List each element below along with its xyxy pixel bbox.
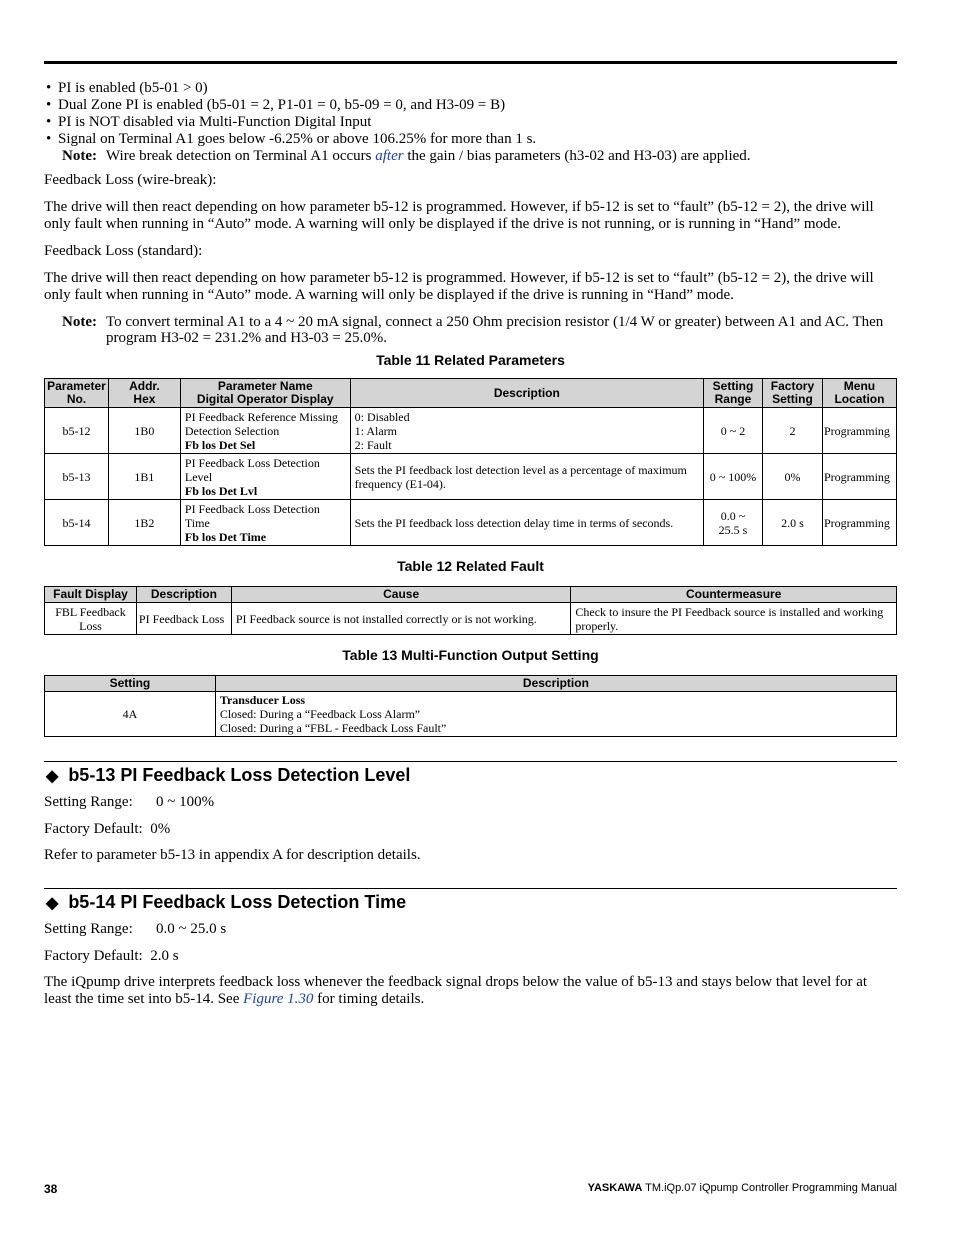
header-description: Description: [350, 379, 703, 408]
header-description: Description: [136, 587, 231, 603]
figure-link[interactable]: Figure 1.30: [243, 991, 314, 1007]
table-row: b5-12 1B0 PI Feedback Reference Missing Detection Selection Fb los Det Sel 0: Disabled 1: Alarm 2: Fault 0 ~ 2 2 Programming: [45, 408, 897, 454]
table12-caption: Table 12 Related Fault: [397, 558, 544, 574]
table11-caption: Table 11 Related Parameters: [376, 352, 565, 368]
header-name: Parameter Name Digital Operator Display: [180, 379, 350, 408]
section-title: b5-14 PI Feedback Loss Detection Time: [68, 892, 407, 912]
header-setting: Setting: [45, 676, 216, 692]
note-text-after: the gain / bias parameters (h3-02 and H3-03) are applied.: [403, 148, 751, 164]
page-footer: [44, 1182, 897, 1196]
header-parameter: Parameter No.: [45, 379, 109, 408]
top-rule: [44, 61, 897, 64]
diamond-icon: ◆: [46, 894, 59, 912]
page-content: [44, 80, 897, 1008]
header-range: Setting Range: [704, 379, 763, 408]
condition-list: [44, 80, 897, 148]
feedback-wire-heading: Feedback Loss (wire-break):: [44, 172, 217, 188]
header-fault: Fault Display: [45, 587, 137, 603]
section-divider: [44, 761, 897, 762]
setting-range: Setting Range: 0.0 ~ 25.0 s: [44, 921, 227, 937]
list-item: • Dual Zone PI is enabled (b5-01 = 2, P1-01 = 0, b5-09 = 0, and H3-09 = B): [44, 97, 897, 114]
table13-caption: Table 13 Multi-Function Output Setting: [342, 647, 599, 663]
list-item: • PI is enabled (b5-01 > 0): [44, 80, 897, 97]
table-row: FBL Feedback Loss PI Feedback Loss PI Feedback source is not installed correctly or is not working. Check to insure the PI Feedback source is installed and working properly.: [45, 603, 897, 635]
section-divider: [44, 888, 897, 889]
section-text: The iQpump drive interprets feedback loss whenever the feedback signal drops below the value of b5-13 and stays below that level for at least the time set into b5-14. See Figure 1.30 for timing details.: [44, 974, 868, 1007]
list-item: • PI is NOT disabled via Multi-Function Digital Input: [44, 114, 897, 131]
table-header-row: [45, 379, 897, 408]
feedback-std-text: The drive will then react depending on how parameter b5-12 is programmed. However, if b5-12 is set to “fault” (b5-12 = 2), the drive will only fault when running in “Auto” mode. A warning will only be displayed if the drive is running in “Hand” mode.: [44, 270, 874, 303]
header-cause: Cause: [231, 587, 571, 603]
manual-title: YASKAWA TM.iQp.07 iQpump Controller Programming Manual: [587, 1182, 897, 1194]
multi-function-output-table: [44, 675, 897, 737]
table-row: b5-13 1B1 PI Feedback Loss Detection Level Fb los Det Lvl Sets the PI feedback lost detection level as a percentage of maximum frequency (E1-04). 0 ~ 100% 0% Programming: [45, 454, 897, 500]
note-wire-break: [44, 148, 897, 165]
factory-default: Factory Default: 0%: [44, 821, 171, 837]
diamond-icon: ◆: [46, 767, 59, 785]
note-text: To convert terminal A1 to a 4 ~ 20 mA signal, connect a 250 Ohm precision resistor (1/4 W or greater) between A1 and AC. Then program H3-02 = 231.2% and H3-03 = 25.0%.: [106, 314, 884, 346]
feedback-std-heading: Feedback Loss (standard):: [44, 243, 203, 259]
section-heading-b5-13: [44, 765, 897, 786]
feedback-wire-text: The drive will then react depending on how parameter b5-12 is programmed. However, if b5-12 is set to “fault” (b5-12 = 2), the drive will only fault when running in “Auto” mode. A warning will only be displayed if the drive is not running, or is running in “Hand” mode.: [44, 199, 874, 232]
table-row: 4A Transducer Loss Closed: During a “Feedback Loss Alarm” Closed: During a “FBL - Feedback Loss Fault”: [45, 692, 897, 737]
related-fault-table: [44, 586, 897, 635]
list-item: • Signal on Terminal A1 goes below -6.25% or above 106.25% for more than 1 s.: [44, 131, 897, 148]
section-text: Refer to parameter b5-13 in appendix A for description details.: [44, 847, 421, 863]
header-addr: Addr. Hex: [108, 379, 180, 408]
note-label: Note:: [62, 148, 97, 164]
setting-range: Setting Range: 0 ~ 100%: [44, 794, 215, 810]
page-number: 38: [44, 1182, 58, 1196]
section-heading-b5-14: [44, 892, 897, 913]
note-conversion: [44, 314, 897, 346]
note-label: Note:: [62, 314, 97, 330]
header-countermeasure: Countermeasure: [571, 587, 897, 603]
table-header-row: [45, 676, 897, 692]
related-parameters-table: [44, 378, 897, 546]
header-description: Description: [215, 676, 896, 692]
header-menu: Menu Location: [822, 379, 896, 408]
table-row: b5-14 1B2 PI Feedback Loss Detection Time Fb los Det Time Sets the PI feedback loss detection delay time in terms of seconds. 0.0 ~ 25.5 s 2.0 s Programming: [45, 500, 897, 546]
header-factory: Factory Setting: [762, 379, 822, 408]
note-after-link[interactable]: after: [375, 148, 404, 164]
table-header-row: [45, 587, 897, 603]
note-text-before: Wire break detection on Terminal A1 occurs: [106, 148, 376, 164]
section-title: b5-13 PI Feedback Loss Detection Level: [68, 765, 411, 785]
factory-default: Factory Default: 2.0 s: [44, 948, 179, 964]
